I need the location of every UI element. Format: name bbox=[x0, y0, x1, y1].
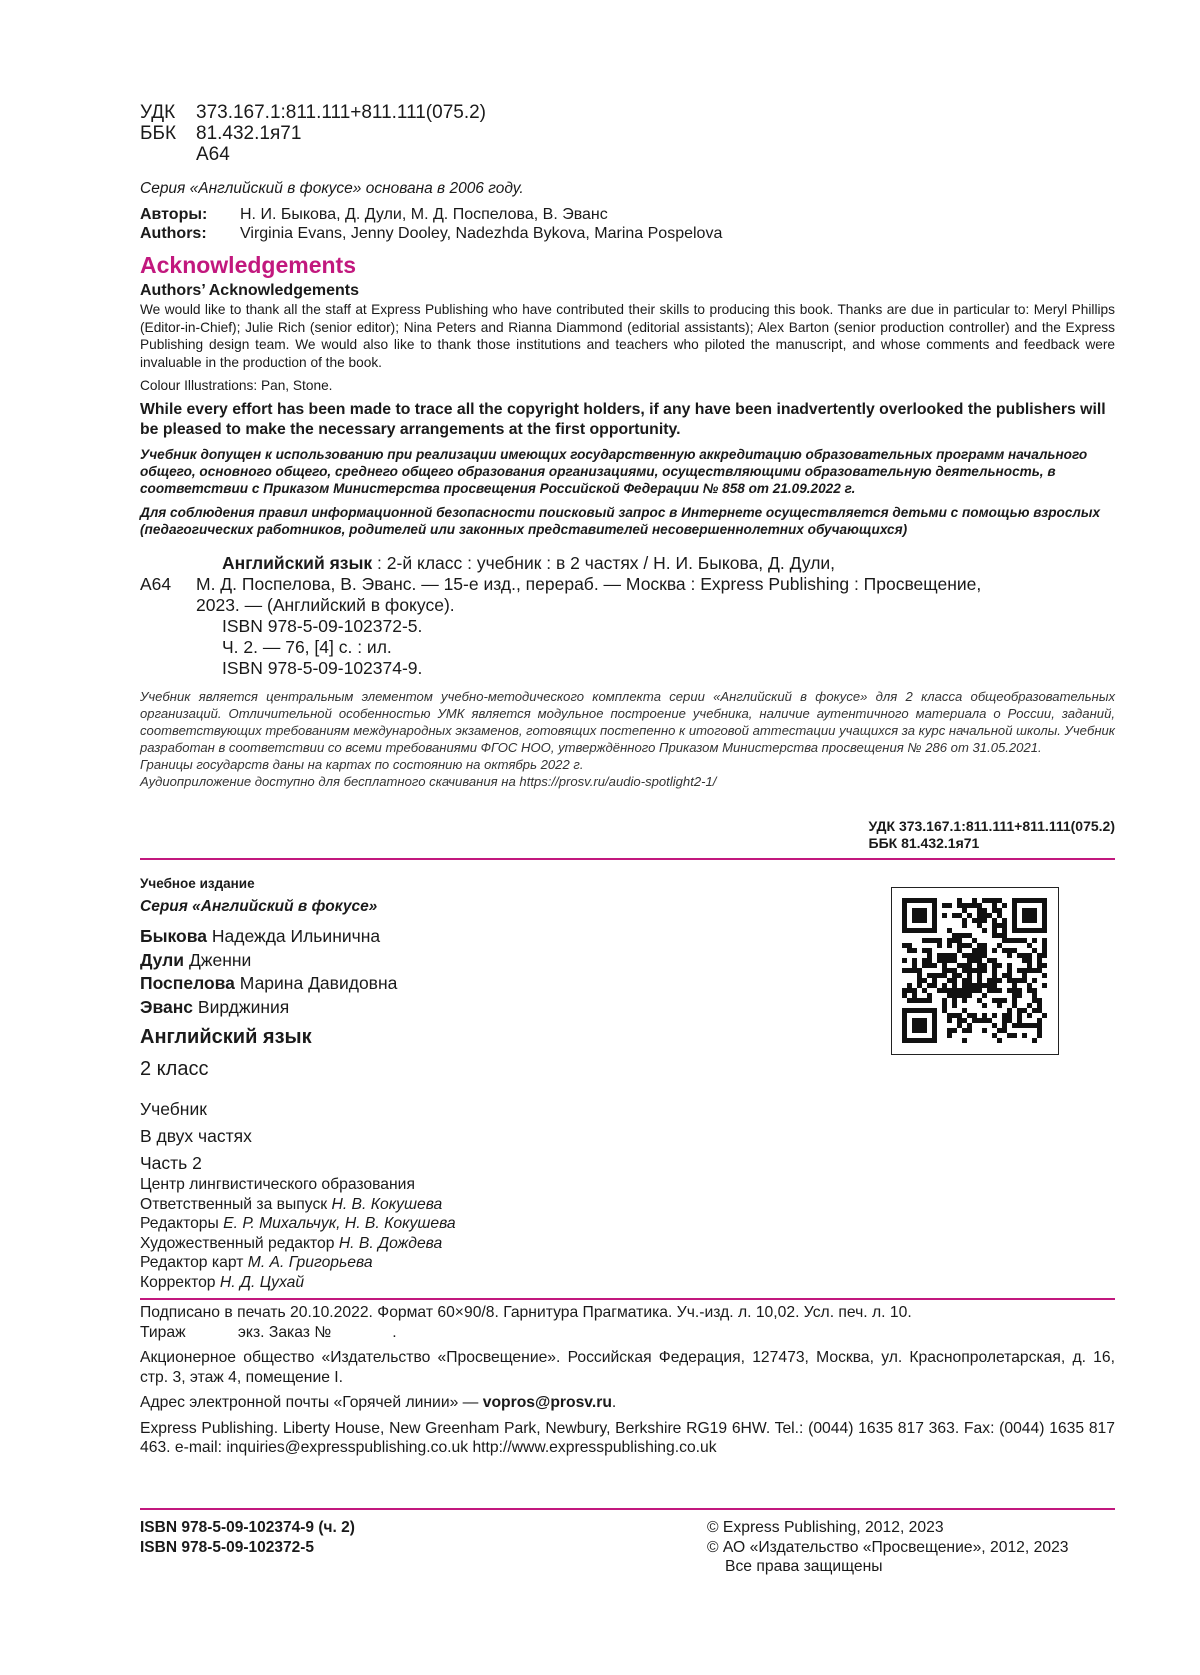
acknowledgements-title: Acknowledgements bbox=[140, 252, 356, 278]
qr-code-graphic bbox=[892, 888, 1058, 1054]
bibliographic-record: Английский язык : 2-й класс : учебник : в 2 частях / Н. И. Быкова, Д. Дули, А64 М. Д. Поспелова, В. Эванс. — 15-е изд., перераб. — Москва : Express Publishing : Просвещение, 2023. — (Английский в фокусе). ISBN 978-5-09-102372-5. Ч. 2. — 76, [4] с. : ил. ISBN 978-5-09-102374-9. bbox=[140, 553, 982, 678]
author-entry: Быкова Надежда Ильинична bbox=[140, 926, 381, 946]
divider-line bbox=[140, 858, 1115, 860]
biblio-mark: А64 bbox=[140, 574, 172, 594]
copyright-notice: While every effort has been made to trace all the copyright holders, if any have been inadvertently overlooked the publishers will be pleased to make the necessary arrangements at the first opportunity. bbox=[140, 401, 1106, 438]
annotation: Учебник является центральным элементом учебно-методического комплекта серии «Английский в фокусе» для 2 класса общеобразовательных организаций. Отличительной особенностью УМК является модульное построение учебника, наличие аутентичного материала о России, заданий, соответствующих требованиям международных экзаменов, готовящих постепенно к итоговой аттестации учащихся за курс начальной школы. Учебник разработан в соответствии со всеми требованиями ФГОС НОО, утверждённого Приказом Министерства просвещения № 286 от 31.05.2021. Границы государств даны на картах по состоянию на октябрь 2022 г. Аудиоприложение доступно для бесплатного скачивания на https://prosv.ru/audio-spotlight2-1/ bbox=[140, 689, 1115, 789]
edition-series: Серия «Английский в фокусе» bbox=[140, 898, 378, 915]
biblio-title: Английский язык bbox=[222, 553, 373, 573]
safety-notice: Для соблюдения правил информационной безопасности поисковый запрос в Интернете осуществляется детьми с помощью взрослых (педагогических работников, родителей или законных представителей несовершеннолетних обучающихся) bbox=[140, 505, 1101, 537]
hotline-email[interactable]: vopros@prosv.ru bbox=[482, 1394, 612, 1411]
authors-block: Авторы: Н. И. Быкова, Д. Дули, М. Д. Поспелова, В. Эванс Authors: Virginia Evans, Jenny Dooley, Nadezhda Bykova, Marina Pospelova bbox=[140, 206, 723, 242]
qr-code-icon[interactable] bbox=[891, 887, 1059, 1055]
author-entry: Поспелова Марина Давидовна bbox=[140, 973, 398, 993]
print-info: Подписано в печать 20.10.2022. Формат 60×90/8. Гарнитура Прагматика. Уч.-изд. л. 10,02. Усл. печ. л. 10. Тираж экз. Заказ № . Акционерное общество «Издательство «Просвещение». Российская Федерация, 127473, Москва, ул. Краснопролетарская, д. 16, стр. 3, этаж 4, помещение I. Адрес электронной почты «Горячей линии» — vopros@prosv.ru. Express Publishing. Liberty House, New Greenham Park, Newbury, Berkshire RG19 6HW. Tel.: (0044) 1635 817 363. Fax: (0044) 1635 817 463. e-mail: inquiries@expresspublishing.co.uk http://www.expresspublishing.co.uk bbox=[140, 1304, 1115, 1456]
udk-block: УДК 373.167.1:811.111+811.111(075.2) ББК 81.432.1я71 А64 bbox=[140, 102, 487, 165]
udk-bottom: УДК 373.167.1:811.111+811.111(075.2) ББК 81.432.1я71 bbox=[868, 818, 1115, 851]
colour-illustrations: Colour Illustrations: Pan, Stone. bbox=[140, 378, 333, 393]
acknowledgements-body: We would like to thank all the staff at Express Publishing who have contributed their skills to producing this book. Thanks are due in particular to: Meryl Phillips (Editor-in-Chief); Julie Rich (senior editor); Nina Peters and Rianna Diammond (editorial assistants); Alex Barton (senior production controller) and the Express Publishing design team. We would also like to thank those institutions and teachers who piloted the manuscript, and whose comments and feedback were invaluable in the production of the book. bbox=[140, 302, 1115, 370]
staff-list: Центр лингвистического образования Ответственный за выпуск Н. В. Кокушева Редакторы Е. Р. Михальчук, Н. В. Кокушева Художественный редактор Н. В. Дождева Редактор карт М. А. Григорьева Корректор Н. Д. Цухай bbox=[140, 1176, 456, 1291]
authors-list bbox=[140, 925, 397, 1019]
series-note: Серия «Английский в фокусе» основана в 2006 году. bbox=[140, 180, 524, 197]
isbn-block: ISBN 978-5-09-102374-9 (ч. 2) ISBN 978-5-09-102372-5 bbox=[140, 1519, 355, 1556]
author-entry: Дули Дженни bbox=[140, 949, 252, 970]
divider-line bbox=[140, 1298, 1115, 1300]
acknowledgements-subtitle: Authors’ Acknowledgements bbox=[140, 282, 359, 299]
divider-line bbox=[140, 1508, 1115, 1510]
edition-label: Учебное издание bbox=[140, 876, 255, 891]
grade: 2 класс bbox=[140, 1058, 209, 1080]
copyright-block: © Express Publishing, 2012, 2023 © АО «Издательство «Просвещение», 2012, 2023 Все права защищены bbox=[707, 1519, 1069, 1575]
approval-notice: Учебник допущен к использованию при реализации имеющих государственную аккредитацию образовательных программ начального общего, основного общего, среднего общего образования организациями, осуществляющими образовательную деятельность, в соответствии с Приказом Министерства просвещения Российской Федерации № 858 от 21.09.2022 г. bbox=[140, 447, 1088, 496]
author-entry: Эванс Вирджиния bbox=[140, 996, 290, 1017]
book-kind: Учебник В двух частях Часть 2 bbox=[140, 1099, 252, 1173]
book-title: Английский язык bbox=[140, 1026, 312, 1048]
